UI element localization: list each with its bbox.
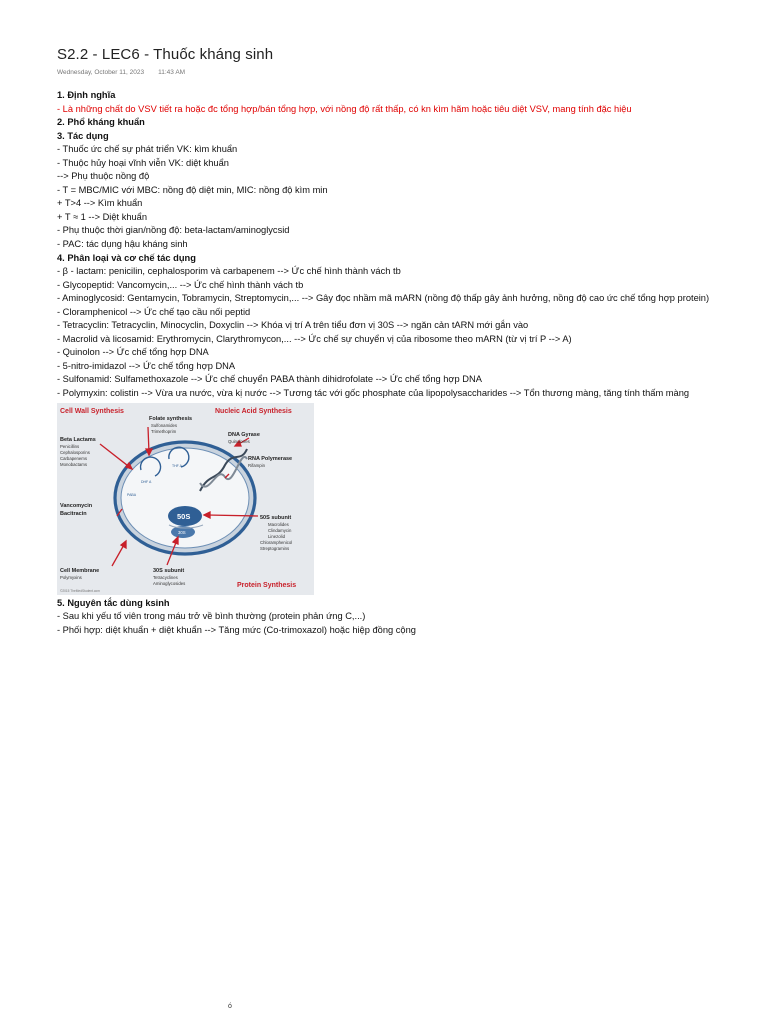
footer-mark: ó	[228, 1003, 232, 1010]
label-aminoglycosides: Aminoglycosides	[153, 580, 186, 586]
note-line: - Macrolid và licosamid: Erythromycin, Clarythromycon,... --> Ức chế sự chuyển vị của ribosome theo mARN (từ vị trí P --> A)	[57, 333, 572, 344]
note-line: - Là những chất do VSV tiết ra hoặc đc tổng hợp/bán tổng hợp, với nồng độ rất thấp, có kn kìm hãm hoặc tiêu diệt VSV, mang tính đặc hiệu	[57, 103, 632, 114]
note-line: - Sau khi yếu tố viên trong máu trở về bình thường (protein phản ứng C,...)	[57, 611, 366, 622]
note-line: - T = MBC/MIC với MBC: nồng độ diệt min, MIC: nồng độ kìm min	[57, 184, 328, 195]
note-line: + T>4 --> Kìm khuẩn	[57, 198, 143, 209]
section-heading: 1. Định nghĩa	[57, 90, 116, 100]
label-cell-membrane: Cell Membrane	[60, 567, 100, 574]
label-thf: THF A	[172, 463, 182, 468]
label-monobactams: Monobactams	[60, 461, 87, 467]
label-dna-gyrase: DNA Gyrase	[228, 431, 260, 438]
label-carbapenems: Carbapenems	[60, 455, 87, 461]
label-50s: 50S	[177, 511, 191, 521]
label-50s-subunit: 50S subunit	[260, 514, 292, 521]
label-tetracyclines: Tetracyclines	[153, 574, 178, 580]
note-line: - β - lactam: penicilin, cephalosporim và carbapenem --> Ức chế hình thành vách tb	[57, 266, 401, 277]
label-vancomycin: Vancomycin	[60, 502, 93, 509]
note-line: - Thuốc ức chế sự phát triển VK: kìm khuẩn	[57, 144, 238, 155]
label-copyright: ©2015 TheMedStudent.com	[60, 588, 100, 593]
label-cephalosporins: Cephalosporins	[60, 449, 90, 455]
label-streptogramins: Streptogramins	[260, 545, 290, 551]
label-nucleic-acid-synthesis: Nucleic Acid Synthesis	[215, 407, 292, 415]
label-dhf: DHF A	[141, 479, 152, 484]
note-line: - Quinolon --> Ức chế tổng hợp DNA	[57, 347, 209, 358]
label-macrolides: Macrolides	[268, 521, 289, 527]
label-bacitracin: Bacitracin	[60, 510, 87, 517]
note-line: - Polymyxin: colistin --> Vừa ưa nước, vừa kị nước --> Tương tác với gốc phosphate của lipopolysaccharides --> Tổn thương màng, tăng tính thấm màng	[57, 388, 690, 399]
page-date: Wednesday, October 11, 2023	[57, 69, 145, 76]
lines-before	[57, 89, 763, 401]
label-linezolid: Linezolid	[268, 533, 285, 539]
label-trimethoprim: Trimethoprim	[151, 428, 177, 434]
note-line: --> Phụ thuộc nồng độ	[57, 171, 150, 182]
label-protein-synthesis: Protein Synthesis	[237, 581, 297, 589]
section-heading: 5. Nguyên tắc dùng ksinh	[57, 597, 170, 608]
page-time: 11:43 AM	[158, 69, 186, 76]
note-content	[57, 89, 763, 637]
label-clindamycin: Clindamycin	[268, 527, 292, 533]
note-line: - Sulfonamid: Sulfamethoxazole --> Ức chế chuyển PABA thành dihidrofolate --> Ức chế tổng hợp DNA	[57, 374, 482, 385]
section-heading: 3. Tác dụng	[57, 130, 109, 141]
note-line: - Aminoglycosid: Gentamycin, Tobramycin, Streptomycin,... --> Gây đọc nhầm mã mARN (nồng độ thấp gây ảnh hưởng, nồng độ cao ức chế tổng hợp protein)	[57, 293, 710, 304]
label-30s-subunit: 30S subunit	[153, 567, 185, 574]
note-line: - 5-nitro-imidazol --> Ức chế tổng hợp DNA	[57, 360, 236, 371]
label-paba: PABA	[127, 492, 137, 497]
page-meta	[57, 69, 185, 76]
note-line: - Tetracyclin: Tetracyclin, Minocyclin, Doxyclin --> Khóa vị trí A trên tiểu đơn vị 30S --> ngăn cản tARN mới gắn vào	[57, 320, 529, 331]
lines-after	[57, 597, 763, 638]
label-quinolones: Quinolones	[228, 438, 250, 444]
note-line: - PAC: tác dụng hậu kháng sinh	[57, 239, 188, 250]
label-30s: 30S	[178, 529, 186, 535]
note-line: + T ≈ 1 --> Diệt khuẩn	[57, 211, 148, 222]
label-folate-synthesis: Folate synthesis	[149, 415, 193, 422]
label-penicillins: Penicillins	[60, 443, 80, 449]
note-line: - Cloramphenicol --> Ức chế tạo cầu nối peptid	[57, 306, 251, 317]
note-line: - Thuộc hủy hoại vĩnh viễn VK: diệt khuẩn	[57, 157, 229, 168]
label-rna-polymerase: RNA Polymerase	[248, 455, 293, 462]
note-line: - Glycopeptid: Vancomycin,... --> Ức chế hình thành vách tb	[57, 279, 304, 290]
note-line: - Phụ thuộc thời gian/nồng độ: beta-lactam/aminoglycsid	[57, 225, 290, 236]
label-polymyxins: Polymyxins	[60, 574, 82, 580]
section-heading: 2. Phổ kháng khuẩn	[57, 117, 145, 128]
label-chloramphenicol: Chloramphenicol	[260, 539, 293, 545]
label-cell-wall-synthesis: Cell Wall Synthesis	[60, 407, 124, 415]
note-line: - Phối hợp: diệt khuẩn + diệt khuẩn --> Tăng mức (Co-trimoxazol) hoặc hiệp đồng cộng	[57, 624, 416, 635]
section-heading: 4. Phân loại và cơ chế tác dụng	[57, 252, 196, 263]
label-beta-lactams: Beta Lactams	[60, 436, 96, 443]
label-rifampin: Rifampin	[248, 462, 265, 468]
page-title: S2.2 - LEC6 - Thuốc kháng sinh	[57, 46, 274, 63]
mechanism-diagram	[57, 403, 314, 595]
antibiotic-mechanism-figure	[57, 403, 314, 595]
label-sulfonamides: Sulfonamides	[151, 422, 178, 428]
